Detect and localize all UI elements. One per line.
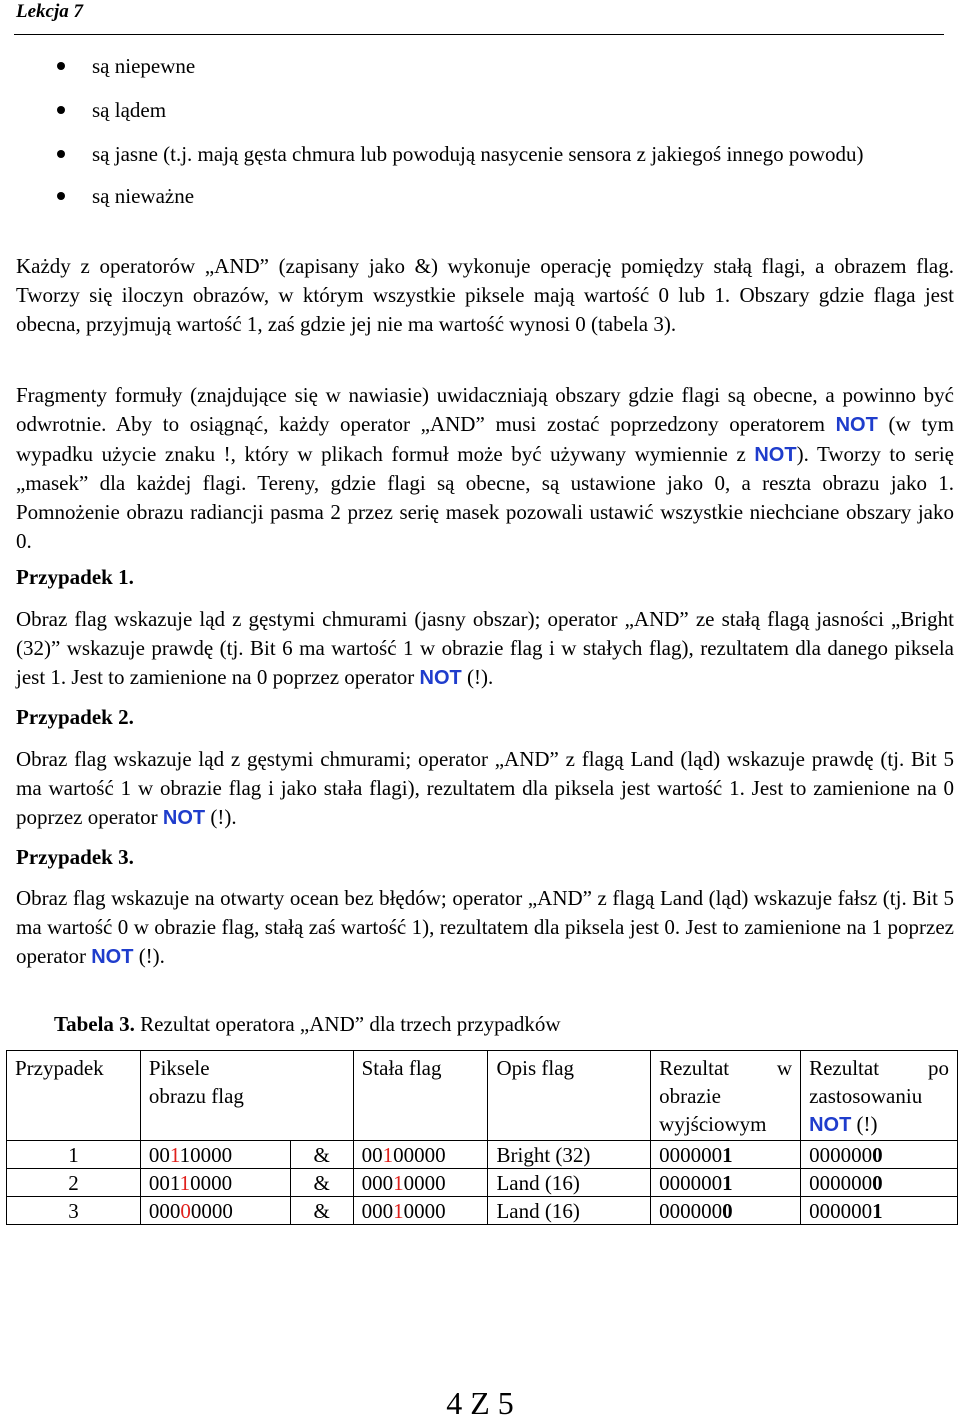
bullet-icon (57, 106, 65, 114)
not-operator-label: NOT (419, 666, 462, 689)
case-3-heading: Przypadek 3. (16, 845, 134, 869)
table-header-row (7, 1051, 958, 1141)
page-header (14, 0, 944, 35)
header-after-not: Rezultat po zastosowaniu NOT (!) (801, 1051, 958, 1141)
header-case: Przypadek (7, 1051, 141, 1141)
paragraph-operators: Każdy z operatorów „AND” (zapisany jako &) wykonuje operację pomiędzy stałą flagi, a obrazem flag. Tworzy się iloczyn obrazów, w którym wszystkie piksele mają wartość 0 lub 1. Obszary gdzie flaga jest obecna, przyjmują wartość 1, zaś gdzie jej nie ma wartość wynosi 0 (tabela 3). (16, 254, 954, 336)
table-caption: Tabela 3. Rezultat operatora „AND” dla trzech przypadków (54, 1012, 561, 1036)
results-table (6, 1050, 958, 1225)
list-item: są lądem (54, 96, 959, 125)
not-operator-label: NOT (91, 945, 134, 968)
table-row: 3 00000000 & 00010000 Land (16) 0000000 0000001 (7, 1197, 958, 1225)
paragraph-masks: Fragmenty formuły (znajdujące się w nawiasie) uwidaczniają obszary gdzie flagi są obecne, a powinno być odwrotnie. Aby to osiągnąć, każdy operator „AND” musi zostać poprzedzony operatorem NOT (w tym wypadku użycie znaku !, który w plikach formuł może być używany wymiennie z NOT). Tworzy to serię „masek” dla każdej flagi. Tereny, gdzie flagi są obecne, są ustawione jako 0, a reszta obrazu jako 1. Pomnożenie obrazu radiancji pasma 2 przez serię masek pozowali ustawić wszystkie niechciane obszary jako 0. (16, 383, 955, 553)
bullet-icon (57, 192, 65, 200)
header-result: Rezultat w obrazie wyjściowym (651, 1051, 801, 1141)
case-1-text: Obraz flag wskazuje ląd z gęstymi chmurami (jasny obszar); operator „AND” ze stałą flagą jasności „Bright (32)” wskazuje prawdę (tj. Bit 6 ma wartość 1 w obrazie flag i w stałych flag), rezultatem dla danego piksela jest 1. Jest to zamienione na 0 poprzez operator NOT (!). (16, 607, 954, 689)
case-3-text: Obraz flag wskazuje na otwarty ocean bez błędów; operator „AND” z flagą Land (ląd) wskazuje fałsz (tj. Bit 5 ma wartość 0 w obrazie flag, stałą zaś wartość 1), rezultatem dla piksela jest 0. Jest to zamienione na 1 poprzez operator NOT (!). (16, 886, 954, 968)
not-operator-label: NOT (754, 443, 797, 466)
bullet-icon (57, 62, 65, 70)
table-row: 2 00110000 & 00010000 Land (16) 0000001 0000000 (7, 1169, 958, 1197)
not-operator-label: NOT (162, 806, 206, 829)
lesson-title: Lekcja 7 (16, 1, 84, 22)
case-2-heading: Przypadek 2. (16, 705, 134, 729)
case-1-heading: Przypadek 1. (16, 565, 134, 589)
table-row: 1 00110000 & 00100000 Bright (32) 0000001 0000000 (7, 1141, 958, 1169)
list-item: są jasne (t.j. mają gęsta chmura lub powodują nasycenie sensora z jakiegoś innego powodu) (54, 140, 959, 169)
not-operator-label: NOT (809, 1114, 852, 1136)
list-item: są nieważne (54, 182, 959, 211)
header-const: Stała flag (353, 1051, 488, 1141)
bullet-list (54, 52, 959, 226)
header-pixels: Piksele obrazu flag (140, 1051, 353, 1141)
page-number: 4 Z 5 (446, 1385, 514, 1421)
case-2-text: Obraz flag wskazuje ląd z gęstymi chmurami; operator „AND” z flagą Land (ląd) wskazuje prawdę (tj. Bit 5 ma wartość 1 w obrazie flag i jako stała flagi), rezultatem dla piksela jest wartość 1. Jest to zamienione na 0 poprzez operator NOT (!). (16, 747, 954, 829)
list-item: są niepewne (54, 52, 959, 81)
not-operator-label: NOT (835, 413, 878, 436)
header-desc: Opis flag (488, 1051, 651, 1141)
bullet-icon (57, 150, 65, 158)
